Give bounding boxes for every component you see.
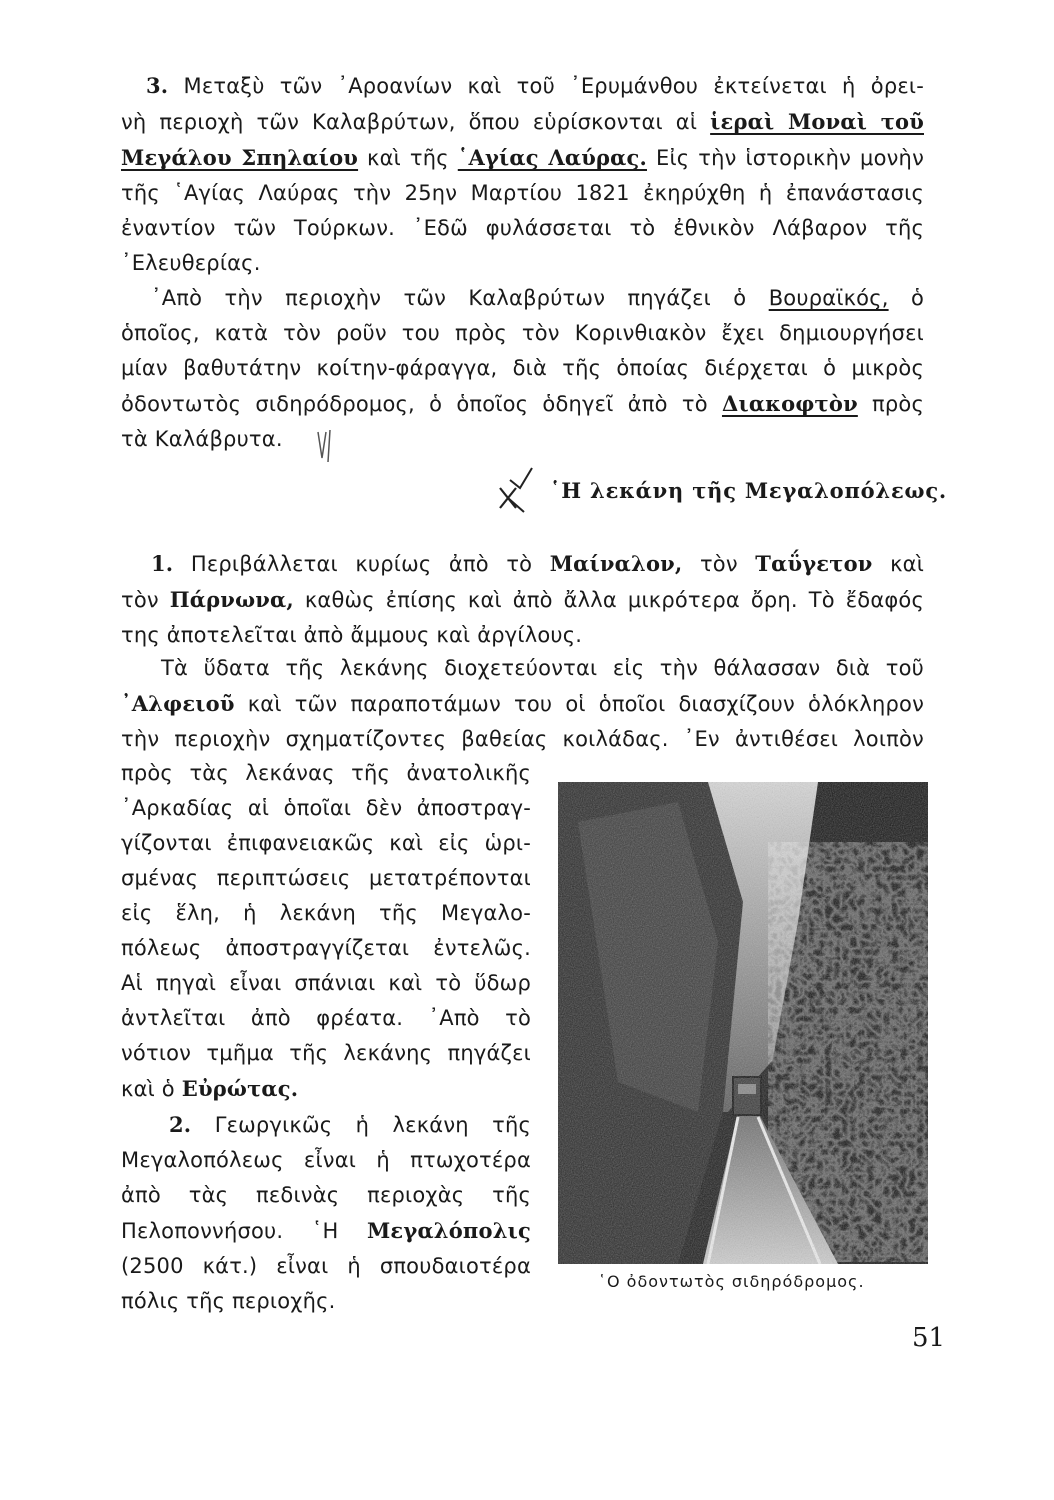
- text-line: νότιον τμῆμα τῆς λεκάνης πηγάζει: [121, 1041, 531, 1065]
- handwritten-x-mark: [500, 488, 516, 508]
- text-line: Μεγαλοπόλεως εἶναι ἡ πτωχοτέρα: [121, 1148, 531, 1172]
- text-line: τὰ Καλάβρυτα.: [121, 427, 283, 451]
- section-3-paragraph: [121, 68, 924, 281]
- parnon-term: Πάρνωνα,: [169, 587, 294, 612]
- text-line: τῆς ῾Αγίας Λαύρας τὴν 25ην Μαρτίου 1821 ἐκηρύχθη ἡ ἐπανάστασις: [121, 181, 924, 205]
- text-line: ἀπὸ τὰς πεδινὰς περιοχὰς τῆς: [121, 1183, 531, 1207]
- photo-caption: ῾Ο ὀδοντωτὸς σιδηρόδρομος.: [598, 1272, 865, 1291]
- section-number: 2.: [169, 1112, 192, 1137]
- text-line: εἰς ἕλη, ἡ λεκάνη τῆς Μεγαλο-: [121, 901, 531, 925]
- text-line: 3. Μεταξὺ τῶν ᾿Αροανίων καὶ τοῦ ᾿Ερυμάνθου ἐκτείνεται ἡ ὀρει-: [146, 73, 924, 98]
- alfeios-term: ᾿Αλφειοῦ: [121, 691, 235, 716]
- evrotas-term: Εὐρώτας.: [181, 1076, 299, 1101]
- text-line: ᾿Ελευθερίας.: [121, 251, 261, 275]
- text-line: ἀντλεῖται ἀπὸ φρέατα. ᾿Απὸ τὸ: [121, 1006, 531, 1030]
- text-line: ὀδοντωτὸς σιδηρόδρομος, ὁ ὁποῖος ὁδηγεῖ ἀπὸ τὸ Διακοφτὸν πρὸς: [121, 391, 924, 416]
- photo-grain: [558, 782, 928, 1264]
- text-line: (2500 κάτ.) εἶναι ἡ σπουδαιοτέρα: [121, 1254, 531, 1278]
- text-line: πόλις τῆς περιοχῆς.: [121, 1289, 336, 1313]
- section-number: 1.: [151, 551, 174, 576]
- text-line: τὸν Πάρνωνα, καθὼς ἐπίσης καὶ ἀπὸ ἄλλα μικρότερα ὄρη. Τὸ ἔδαφός: [121, 587, 924, 612]
- text-line: ὁποῖος, κατὰ τὸν ροῦν του πρὸς τὸν Κορινθιακὸν ἔχει δημιουργήσει: [121, 321, 924, 345]
- text-line: ᾿Αρκαδίας αἱ ὁποῖαι δὲν ἀποστραγ-: [121, 796, 531, 820]
- text-line: ᾿Αλφειοῦ καὶ τῶν παραποτάμων του οἱ ὁποῖοι διασχίζουν ὁλόκληρον: [121, 691, 924, 716]
- section-heading: ῾Η λεκάνη τῆς Μεγαλοπόλεως.: [550, 478, 948, 503]
- section-number: 3.: [146, 73, 169, 98]
- text-line: γίζονται ἐπιφανειακῶς καὶ εἰς ὡρι-: [121, 831, 531, 855]
- text-line: μίαν βαθυτάτην κοίτην-φάραγγα, διὰ τῆς ὁποίας διέρχεται ὁ μικρὸς: [121, 356, 924, 380]
- text-line: νὴ περιοχὴ τῶν Καλαβρύτων, ὅπου εὑρίσκονται αἱ ἱεραὶ Μοναὶ τοῦ: [121, 109, 924, 134]
- page-number: 51: [912, 1323, 946, 1353]
- vouraikos-term: Βουραϊκός,: [768, 286, 889, 310]
- text-line: πρὸς τὰς λεκάνας τῆς ἀνατολικῆς: [121, 761, 531, 785]
- waters-paragraph: [121, 651, 924, 757]
- text-line: 2. Γεωργικῶς ἡ λεκάνη τῆς: [169, 1112, 531, 1137]
- gorge-railway-photo: [558, 782, 928, 1264]
- megalopolis-term: Μεγαλόπολις: [366, 1218, 531, 1243]
- text-line: Μεγάλου Σπηλαίου καὶ τῆς ῾Αγίας Λαύρας. Εἰς τὴν ἱστορικὴν μονὴν: [121, 145, 924, 170]
- agia-lavra-term: ῾Αγίας Λαύρας.: [457, 145, 647, 170]
- text-line: καὶ ὁ Εὐρώτας.: [121, 1076, 299, 1101]
- text-line: Πελοποννήσου. ῾Η Μεγαλόπολις: [121, 1218, 531, 1243]
- mainalon-term: Μαίναλον,: [549, 551, 683, 576]
- taygetos-term: Ταΰγετον: [755, 551, 873, 576]
- text-line: ἐναντίον τῶν Τούρκων. ᾿Εδῶ φυλάσσεται τὸ ἐθνικὸν Λάβαρον τῆς: [121, 216, 924, 240]
- text-line: πόλεως ἀποστραγγίζεται ἐντελῶς.: [121, 936, 531, 960]
- vouraikos-paragraph: [121, 281, 924, 457]
- mega-spilaio-term: Μεγάλου Σπηλαίου: [121, 145, 359, 170]
- text-line: Αἱ πηγαὶ εἶναι σπάνιαι καὶ τὸ ὕδωρ: [121, 971, 531, 995]
- monasteries-term: ἱεραὶ Μοναὶ τοῦ: [710, 109, 924, 134]
- narrow-column: [121, 756, 531, 1319]
- text-line: τὴν περιοχὴν σχηματίζοντες βαθείας κοιλάδας. ᾿Εν ἀντιθέσει λοιπὸν: [121, 727, 924, 751]
- section-1-paragraph: [121, 546, 924, 653]
- text-line: της ἀποτελεῖται ἀπὸ ἄμμους καὶ ἀργίλους.: [121, 623, 583, 647]
- text-line: σμένας περιπτώσεις μετατρέπονται: [121, 866, 531, 890]
- diakofto-term: Διακοφτὸν: [721, 391, 858, 416]
- text-line: 1. Περιβάλλεται κυρίως ἀπὸ τὸ Μαίναλον, τὸν Ταΰγετον καὶ: [151, 551, 924, 576]
- text-line: Τὰ ὕδατα τῆς λεκάνης διοχετεύονται εἰς τὴν θάλασσαν διὰ τοῦ: [161, 656, 924, 680]
- text-line: ᾿Απὸ τὴν περιοχὴν τῶν Καλαβρύτων πηγάζει ὁ Βουραϊκός, ὁ: [151, 286, 924, 310]
- handwritten-x-mark-2: [508, 468, 532, 512]
